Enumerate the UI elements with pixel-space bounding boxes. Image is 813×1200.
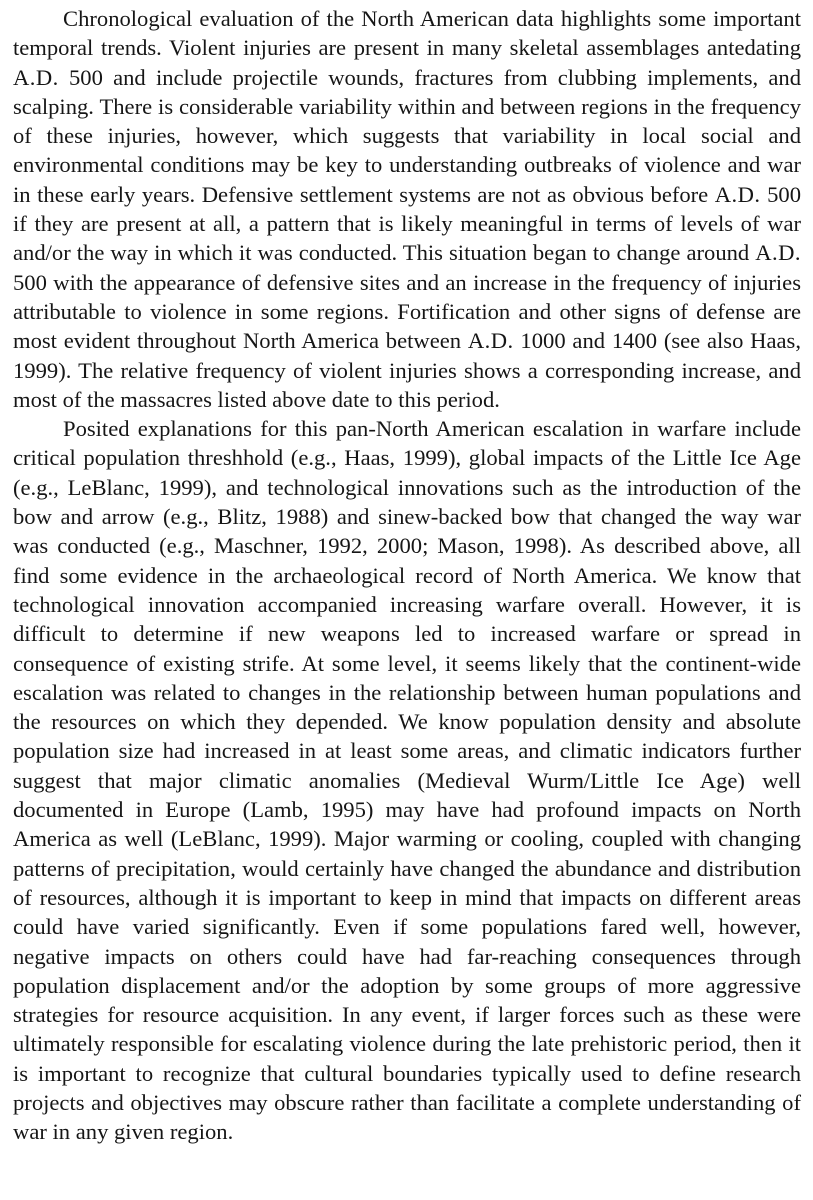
era-abbreviation: A.D. xyxy=(13,64,59,90)
paragraph-text: 500 if they are present at all, a pattern that is likely meaningful in terms of levels of war and/or the way in which it was conducted. This situation began to change around xyxy=(13,181,801,266)
era-abbreviation: A.D. xyxy=(467,328,514,354)
paragraph-chronological-evaluation xyxy=(13,4,801,414)
paragraph-posited-explanations xyxy=(13,414,801,1146)
paragraph-text: Chronological evaluation of the North American data highlights some important temporal trends. Violent injuries are present in many skeletal assemblages antedating xyxy=(13,6,801,61)
paragraph-text: 500 and include projectile wounds, fractures from clubbing implements, and scalping. There is considerable variability within and between regions in the frequency of these injuries, however, which suggests that variability in local social and environmental conditions may be key to understanding outbreaks of violence and war in these early years. Defensive settlement systems are not as obvious before xyxy=(13,64,801,207)
paragraph-text: Posited explanations for this pan-North American escalation in warfare include critical population threshhold (e.g., Haas, 1999), global impacts of the Little Ice Age (e.g., LeBlanc, 1999), and technological innovations such as the introduction of the bow and arrow (e.g., Blitz, 1988) and sinew-backed bow that changed the way war was conducted (e.g., Maschner, 1992, 2000; Mason, 1998). As described above, all find some evidence in the archaeological record of North America. We know that technological innovation accompanied increasing warfare overall. However, it is difficult to determine if new weapons led to increased warfare or spread in consequence of existing strife. At some level, it seems likely that the continent-wide escalation was related to changes in the relationship between human populations and the resources on which they depended. We know population density and absolute population size had increased in at least some areas, and climatic indicators further suggest that major climatic anomalies (Medieval Wurm/Little Ice Age) well documented in Europe (Lamb, 1995) may have had profound impacts on North America as well (LeBlanc, 1999). Major warming or cooling, coupled with changing patterns of precipitation, would certainly have changed the abundance and distribution of resources, although it is important to keep in mind that impacts on different areas could have varied significantly. Even if some populations fared well, however, negative impacts on others could have had far-reaching consequences through population displacement and/or the adoption by some groups of more aggressive strategies for resource acquisition. In any event, if larger forces such as these were ultimately responsible for escalating violence during the late prehistoric period, then it is important to recognize that cultural boundaries typically used to define research projects and objectives may obscure rather than facilitate a complete understanding of war in any given region. xyxy=(13,416,801,1145)
era-abbreviation: A.D. xyxy=(714,181,761,207)
paragraph-text: 500 with the appearance of defensive sites and an increase in the frequency of injuries attributable to violence in some regions. Fortification and other signs of defense are most evident throughout North America between xyxy=(13,269,801,354)
paragraph-text: 1000 and 1400 (see also Haas, 1999). The relative frequency of violent injuries shows a corresponding increase, and most of the massacres listed above date to this period. xyxy=(13,328,801,412)
era-abbreviation: A.D. xyxy=(755,240,801,266)
